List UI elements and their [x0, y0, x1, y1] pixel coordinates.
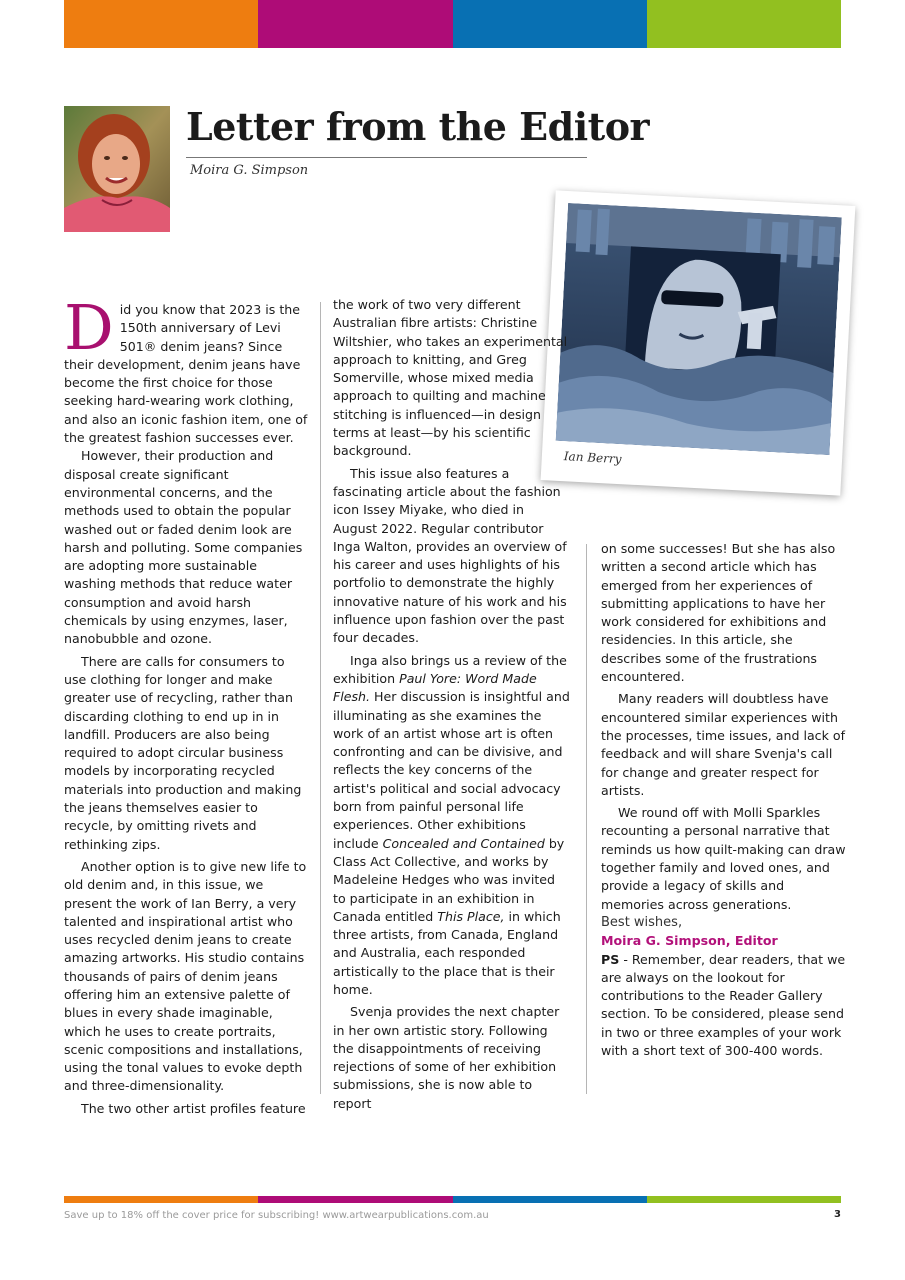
- article-column-2: [333, 296, 571, 1113]
- col3-paragraph-3: We round off with Molli Sparkles recounting a personal narrative that reminds us how quilt-making can draw together family and loved ones, and provide a legacy of skills and memories across generations.: [601, 805, 846, 912]
- band-orange-bottom: [64, 1196, 258, 1203]
- editor-byline: Moira G. Simpson: [190, 163, 309, 178]
- page-title: Letter from the Editor: [186, 104, 650, 149]
- col1-paragraph-5: The two other artist profiles feature: [81, 1100, 306, 1116]
- col2-paragraph-1: the work of two very different Australian fibre artists: Christine Wiltshier, who takes an experimental approach to knitting, and Greg Somerville, whose mixed media approach to quilting and machine stitching is influenced—in design terms at least—by his scientific background.: [333, 297, 568, 459]
- band-magenta: [258, 0, 452, 48]
- band-blue: [453, 0, 647, 48]
- col1-paragraph-4: Another option is to give new life to old denim and, in this issue, we present the work of Ian Berry, a very talented and inspirational artist who uses recycled denim jeans to create amazing artworks. His studio contains thousands of pairs of denim jeans offering him an extensive palette of blues in every shade imaginable, which he uses to create portraits, scenic compositions and installations, using the tonal values to evoke depth and three-dimensionality.: [64, 858, 307, 1094]
- page-number: 3: [834, 1209, 841, 1220]
- denim-artwork-image: [556, 203, 842, 455]
- band-blue-bottom: [453, 1196, 647, 1203]
- drop-cap: D: [64, 291, 114, 364]
- col3-paragraph-2: Many readers will doubtless have encountered similar experiences with the processes, time issues, and lack of feedback and will share Svenja's call for change and greater respect for artists.: [601, 691, 846, 798]
- top-color-band: [64, 0, 841, 48]
- editor-signature: Moira G. Simpson, Editor: [601, 933, 778, 949]
- title-rule: [186, 157, 587, 158]
- column-divider-2: [586, 544, 587, 1094]
- band-magenta-bottom: [258, 1196, 452, 1203]
- sign-off: Best wishes,: [601, 914, 683, 930]
- band-green: [647, 0, 841, 48]
- denim-artwork-illustration: [556, 203, 842, 455]
- col2-paragraph-2: This issue also features a fascinating article about the fashion icon Issey Miyake, who died in August 2022. Regular contributor Inga Walton, provides an overview of his career and uses highlights of his portfolio to demonstrate the highly innovative nature of his work and his influence upon fashion over the past four decades.: [333, 465, 567, 646]
- article-column-3: [601, 540, 846, 1060]
- band-orange: [64, 0, 258, 48]
- col1-paragraph-2: However, their production and disposal create significant environmental concerns, and the methods used to obtain the popular washed out or faded denim look are harsh and polluting. Some companies are adopting more sustainable washing methods that reduce water consumption and avoid harsh chemicals by using enzymes, laser, nanobubble and ozone.: [64, 448, 303, 647]
- footer-subscription-text: Save up to 18% off the cover price for subscribing! www.artwearpublications.com.au: [64, 1210, 489, 1221]
- band-green-bottom: [647, 1196, 841, 1203]
- artwork-photo: [541, 190, 856, 495]
- col1-paragraph-3: There are calls for consumers to use clothing for longer and make greater use of recycling, rather than discarding clothing to end up in in landfill. Producers are also being required to adopt circular business models by incorporating recycled materials into production and making the jeans themselves easier to recycle, by omitting rivets and rethinking zips.: [64, 653, 302, 852]
- bottom-color-band: [64, 1196, 841, 1203]
- col1-paragraph-1: id you know that 2023 is the 150th anniversary of Levi 501® denim jeans? Since their development, denim jeans have become the first choice for those seeking hard-wearing work clothing, and also an iconic fashion item, one of the greatest fashion successes ever.: [64, 302, 308, 446]
- col2-paragraph-3: Inga also brings us a review of the exhibition Paul Yore: Word Made Flesh. Her discussion is insightful and illuminating as she examines the work of an artist whose art is often confronting and can be divisive, and reflects the key concerns of the artist's political and social advocacy born from painful personal life experiences. Other exhibitions include Concealed and Contained by Class Act Collective, and works by Madeleine Hedges who was invited to participate in an exhibition in Canada entitled This Place, in which three artists, from Canada, England and Australia, each responded artistically to the place that is their home.: [333, 652, 570, 997]
- col3-paragraph-1: on some successes! But she has also written a second article which has emerged from her experiences of submitting applications to have her work considered for exhibitions and residencies. In this article, she describes some of the frustrations encountered.: [601, 541, 836, 685]
- portrait-illustration: [64, 106, 170, 232]
- column-divider-1: [320, 302, 321, 1094]
- col2-paragraph-4: Svenja provides the next chapter in her own artistic story. Following the disappointments of receiving rejections of some of her exhibition submissions, she is now able to report: [333, 1004, 560, 1111]
- editor-portrait: [64, 106, 170, 232]
- ps-text: - Remember, dear readers, that we are always on the lookout for contributions to the Reader Gallery section. To be considered, please send in two or three examples of your work with a short text of 300-400 words.: [601, 951, 846, 1059]
- ps-label: PS: [601, 951, 620, 967]
- article-column-1: [64, 291, 309, 1118]
- photo-caption: Ian Berry: [563, 449, 622, 467]
- postscript: [601, 951, 846, 1061]
